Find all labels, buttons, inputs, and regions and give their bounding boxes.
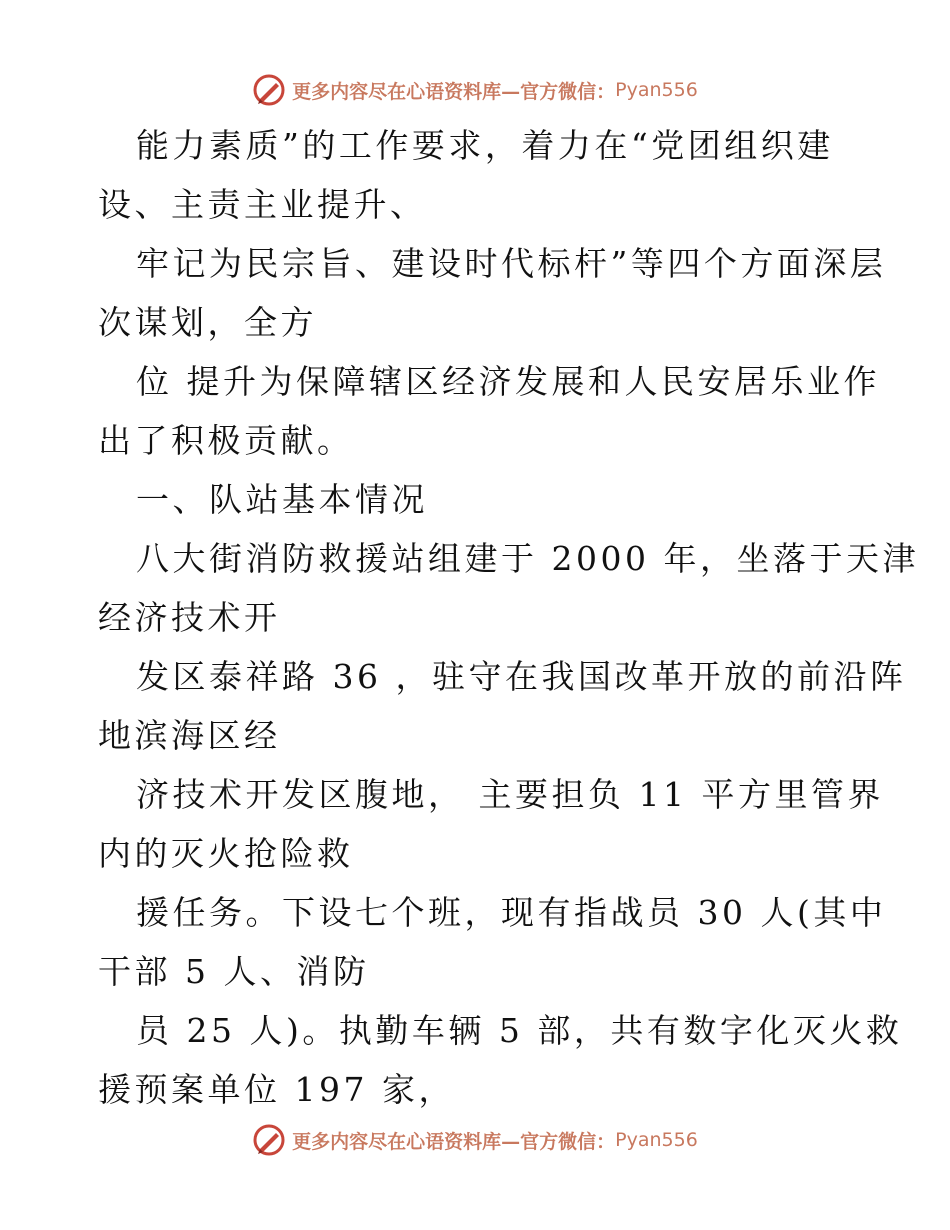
text-line: 出了积极贡献。 <box>98 421 354 460</box>
watermark-text: 更多内容尽在心语资料库—官方微信： <box>292 1130 616 1153</box>
text-line: 援任务。下设七个班，现有指战员 30 人(其中 <box>136 893 887 932</box>
text-line: 地滨海区经 <box>98 716 281 755</box>
pen-logo-icon <box>252 1123 286 1157</box>
text-line: 经济技术开 <box>98 598 281 637</box>
text-line: 八大街消防救援站组建于 2000 年，坐落于天津 <box>136 539 919 578</box>
watermark-text: 更多内容尽在心语资料库—官方微信： <box>292 80 616 103</box>
text-line: 员 25 人)。执勤车辆 5 部，共有数字化灭火救 <box>136 1011 903 1050</box>
text-line: 一、队站基本情况 <box>136 480 428 519</box>
text-line: 牢记为民宗旨、建设时代标杆”等四个方面深层 <box>136 244 887 283</box>
text-line: 位 提升为保障辖区经济发展和人民安居乐业作 <box>136 362 880 401</box>
watermark-footer <box>0 1120 950 1160</box>
text-line: 济技术开发区腹地， 主要担负 11 平方里管界 <box>136 775 884 814</box>
watermark-id: Pyan556 <box>615 1129 698 1151</box>
text-line: 内的灭火抢险救 <box>98 834 354 873</box>
text-line: 能力素质”的工作要求，着力在“党团组织建 <box>136 126 834 165</box>
watermark-id: Pyan556 <box>615 79 698 101</box>
text-line: 发区泰祥路 36 ，驻守在我国改革开放的前沿阵 <box>136 657 907 696</box>
document-body <box>98 116 919 1119</box>
text-line: 设、主责主业提升、 <box>98 185 427 224</box>
text-line: 援预案单位 197 家， <box>98 1070 455 1109</box>
text-line: 干部 5 人、消防 <box>98 952 370 991</box>
pen-logo-icon <box>252 73 286 107</box>
watermark-header <box>0 70 950 110</box>
text-line: 次谋划，全方 <box>98 303 317 342</box>
